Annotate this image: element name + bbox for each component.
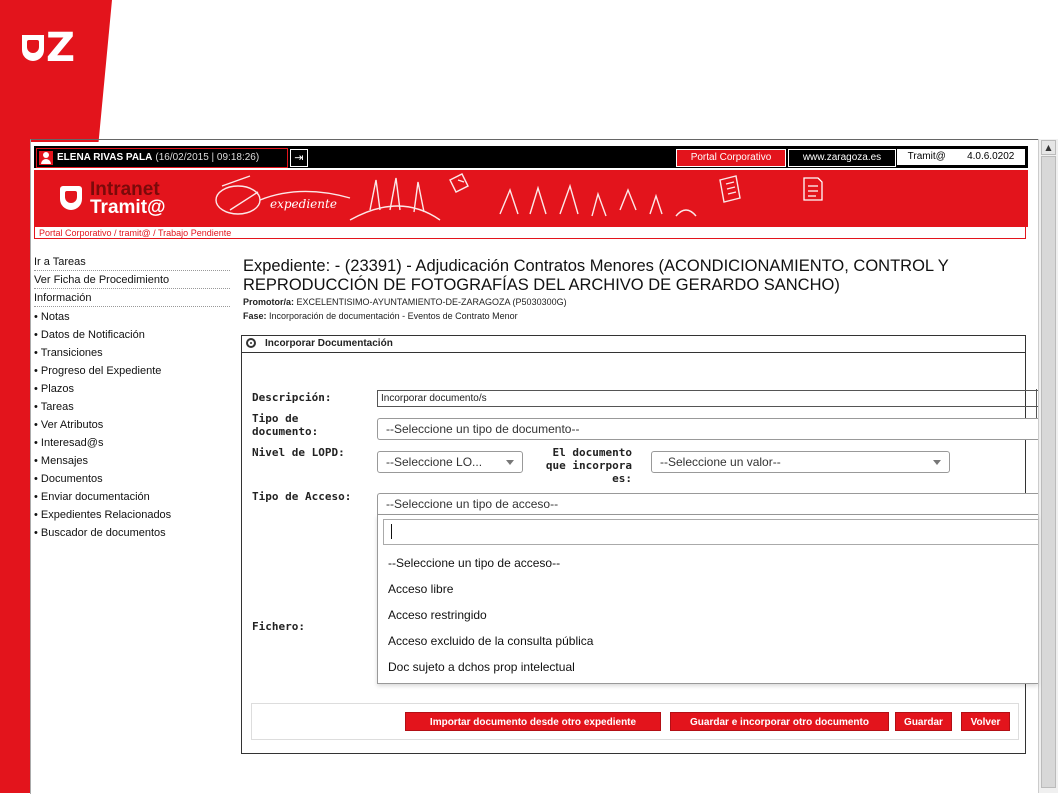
tramit-label: Tramit@ [907,151,946,162]
banner-decoration [200,170,760,227]
tipo-documento-select[interactable]: --Seleccione un tipo de documento-- [377,418,1038,440]
chevron-down-icon [506,460,514,465]
field-edge [1036,389,1037,419]
el-documento-value: --Seleccione un valor-- [660,455,781,469]
volver-button[interactable]: Volver [961,712,1010,731]
user-icon [39,151,53,165]
session-time: (16/02/2015 | 09:18:26) [155,152,260,163]
el-documento-label-line3: es: [612,472,632,485]
document-icon [800,176,824,202]
tipo-documento-label-line1: Tipo de [252,412,299,425]
sidebar-item-transiciones[interactable]: • Transiciones [34,344,230,362]
sidebar-heading-informacion: Información [34,290,230,307]
tipo-acceso-select[interactable]: --Seleccione un tipo de acceso-- [377,493,1038,515]
el-documento-select[interactable] [651,451,950,473]
panel-title: Incorporar Documentación [265,338,393,349]
brand-corner [0,0,112,142]
scrollbar-thumb[interactable] [1041,156,1056,788]
guardar-button[interactable]: Guardar [895,712,952,731]
importar-documento-button[interactable]: Importar documento desde otro expediente [405,712,661,731]
text-cursor [391,524,392,539]
logout-icon[interactable]: ⇥ [290,149,308,167]
nivel-lopd-label: Nivel de LOPD: [252,446,345,459]
el-documento-label [536,446,632,485]
dropdown-search-input[interactable] [383,519,1038,545]
sidebar-item-tareas[interactable]: • Tareas [34,398,230,416]
sidebar-item-notas[interactable]: • Notas [34,308,230,326]
el-documento-label-line2: que incorpora [545,459,632,472]
sidebar [34,254,230,542]
el-documento-label-line1: El documento [552,446,632,459]
nivel-lopd-value: --Seleccione LO... [386,455,483,469]
tipo-acceso-label: Tipo de Acceso: [252,490,352,503]
acceso-option-placeholder[interactable]: --Seleccione un tipo de acceso-- [388,556,561,570]
sidebar-item-plazos[interactable]: • Plazos [34,380,230,398]
scroll-up-arrow-icon[interactable]: ▲ [1041,140,1056,155]
acceso-option-propiedad-intelectual[interactable]: Doc sujeto a dchos prop intelectual [388,660,575,674]
acceso-option-libre[interactable]: Acceso libre [388,582,454,596]
guardar-incorporar-otro-button[interactable]: Guardar e incorporar otro documento [670,712,889,731]
sidebar-link-ficha-procedimiento[interactable]: Ver Ficha de Procedimiento [34,272,230,289]
sidebar-item-progreso[interactable]: • Progreso del Expediente [34,362,230,380]
tipo-documento-label-line2: documento: [252,425,319,438]
banner-line2: Tramit@ [90,197,166,218]
sidebar-item-documentos[interactable]: • Documentos [34,470,230,488]
nivel-lopd-select[interactable] [377,451,523,473]
descripcion-input[interactable]: Incorporar documento/s [377,390,1038,407]
user-name: ELENA RIVAS PALA [57,152,153,163]
breadcrumb[interactable]: Portal Corporativo / tramit@ / Trabajo Pendiente [34,227,1026,239]
page-title: Expediente: - (23391) - Adjudicación Contratos Menores (ACONDICIONAMIENTO, CONTROL Y REPRODUCCIÓN DE FOTOGRAFÍAS DEL ARCHIVO DE GERARDO SANCHO) [243,257,949,294]
promotor-line [243,296,567,308]
version-number: 4.0.6.0202 [967,151,1015,162]
promotor-label: Promotor/a: [243,297,295,307]
lion-shield-icon [22,35,44,61]
sidebar-item-enviar-documentacion[interactable]: • Enviar documentación [34,488,230,506]
sidebar-item-datos-notificacion[interactable]: • Datos de Notificación [34,326,230,344]
promotor-value: EXCELENTISIMO-AYUNTAMIENTO-DE-ZARAGOZA (P5030300G) [296,297,567,307]
fichero-label: Fichero: [252,620,305,633]
sidebar-item-expedientes-relacionados[interactable]: • Expedientes Relacionados [34,506,230,524]
logo-letter: Z [46,25,76,71]
acceso-option-excluido[interactable]: Acceso excluido de la consulta pública [388,634,594,648]
sidebar-item-buscador-documentos[interactable]: • Buscador de documentos [34,524,230,542]
tipo-documento-label [252,412,318,438]
sidebar-item-mensajes[interactable]: • Mensajes [34,452,230,470]
sidebar-item-interesados[interactable]: • Interesad@s [34,434,230,452]
portal-corporativo-link[interactable]: Portal Corporativo [676,149,786,167]
fase-line [243,310,518,322]
descripcion-label: Descripción: [252,391,332,404]
banner-art-text: expediente [270,197,337,211]
target-icon [246,338,256,348]
tramit-version [897,149,1025,165]
sidebar-link-ir-a-tareas[interactable]: Ir a Tareas [34,254,230,271]
zaragoza-es-link[interactable]: www.zaragoza.es [788,149,896,167]
acceso-option-restringido[interactable]: Acceso restringido [388,608,487,622]
fase-value: Incorporación de documentación - Eventos de Contrato Menor [269,311,518,321]
user-info [36,148,288,168]
intranet-shield-icon [60,186,82,210]
banner-line1: Intranet [90,179,160,200]
chevron-down-icon [933,460,941,465]
sidebar-item-ver-atributos[interactable]: • Ver Atributos [34,416,230,434]
zaragoza-logo [22,26,82,70]
fase-label: Fase: [243,311,267,321]
